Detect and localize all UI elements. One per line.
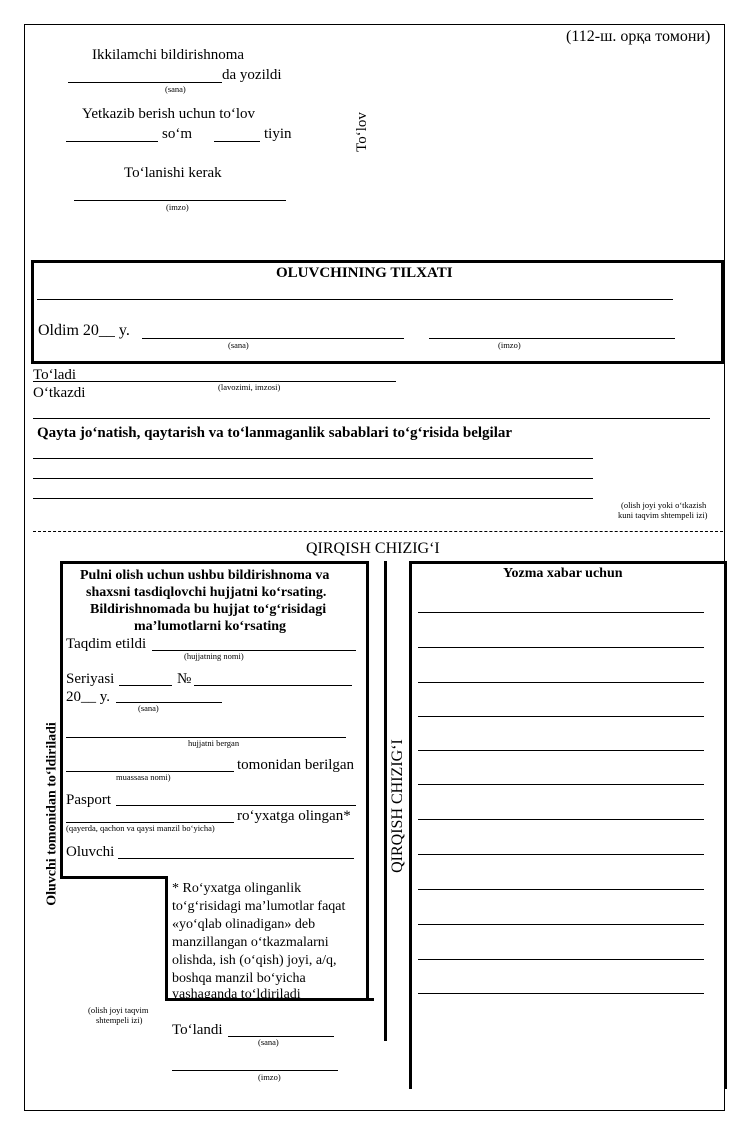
left-border-step — [165, 876, 168, 1001]
notes-title: Qayta jo‘natish, qaytarish va to‘lanmaganlik sabablari to‘g‘risida belgilar — [37, 425, 513, 441]
notes-stamp-hint-2: kuni taqvim shtempeli izi) — [618, 510, 708, 520]
receipt-signature-line[interactable] — [429, 338, 675, 339]
delivery-fee: Yetkazib berish uchun to‘lov — [82, 106, 256, 122]
paid-out-signature-hint: (imzo) — [258, 1072, 281, 1082]
transferred-label: O‘tkazdi — [33, 385, 86, 401]
footnote-1: * Ro‘yxatga olinganlik — [172, 881, 302, 896]
registered-label: ro‘yxatga olingan* — [237, 808, 351, 824]
payment-vertical-label: To‘lov — [354, 112, 370, 152]
recipient-label: Oluvchi — [66, 844, 115, 860]
written-on: da yozildi — [222, 67, 282, 83]
receipt-line[interactable] — [37, 299, 673, 300]
left-border-top — [60, 561, 369, 564]
section-divider — [33, 418, 710, 419]
receipt-date-line[interactable] — [142, 338, 404, 339]
left-border-bottom — [60, 876, 168, 879]
cut-line-label: QIRQISH CHIZIG‘I — [306, 540, 440, 557]
notes-line-3[interactable] — [33, 498, 593, 499]
footnote-2: to‘g‘risidagi ma’lumotlar faqat — [172, 899, 346, 914]
message-line[interactable] — [418, 750, 704, 751]
message-line[interactable] — [418, 682, 704, 683]
passport-label: Pasport — [66, 792, 111, 808]
notes-line-1[interactable] — [33, 458, 593, 459]
message-line[interactable] — [418, 819, 704, 820]
issued-by-label: tomonidan berilgan — [237, 757, 355, 773]
notes-line-2[interactable] — [33, 478, 593, 479]
series-label: Seriyasi — [66, 671, 115, 687]
signature-hint: (imzo) — [166, 202, 189, 212]
must-pay: To‘lanishi kerak — [124, 165, 222, 181]
tiyin-label: tiyin — [264, 126, 292, 142]
signature-line[interactable] — [74, 200, 286, 201]
paid-line[interactable] — [33, 381, 396, 382]
presented-label: Taqdim etildi — [66, 636, 147, 652]
footnote-3: «yo‘qlab olinadigan» deb — [172, 917, 316, 932]
position-hint: (lavozimi, imzosi) — [218, 382, 281, 392]
message-line[interactable] — [418, 647, 704, 648]
paid-out-line[interactable] — [228, 1036, 334, 1037]
notes-stamp-hint-1: (olish joyi yoki o‘tkazish — [621, 500, 707, 510]
year-line[interactable] — [116, 702, 222, 703]
footnote-5: olishda, ish (o‘qish) joyi, a/q, — [172, 953, 337, 968]
left-stamp-hint-1: (olish joyi taqvim — [88, 1005, 149, 1015]
number-label: № — [177, 671, 192, 687]
som-label: so‘m — [162, 126, 192, 142]
message-line[interactable] — [418, 612, 704, 613]
paid-out-signature-line[interactable] — [172, 1070, 338, 1071]
left-border-right — [366, 561, 369, 1001]
instruction-2: shaxsni tasdiqlovchi hujjatni ko‘rsating. — [86, 585, 327, 600]
cut-vertical-line — [384, 561, 387, 1041]
cut-vertical-label: QIRQISH CHIZIG‘I — [389, 739, 406, 873]
received-label: Oldim 20__ y. — [38, 322, 130, 339]
message-line[interactable] — [418, 854, 704, 855]
instruction-3: Bildirishnomada bu hujjat to‘g‘risidagi — [90, 602, 327, 617]
where-hint: (qayerda, qachon va qaysi manzil bo‘yicha) — [66, 823, 215, 833]
message-line[interactable] — [418, 889, 704, 890]
receipt-title: OLUVCHINING TILXATI — [276, 265, 453, 281]
footnote-6: boshqa manzil bo‘yicha — [172, 971, 306, 986]
date-hint: (sana) — [165, 84, 186, 94]
instruction-4: ma’lumotlarni ko‘rsating — [134, 619, 287, 634]
left-date-hint: (sana) — [138, 703, 159, 713]
doc-issued-hint: hujjatni bergan — [188, 738, 240, 748]
instruction-1: Pulni olish uchun ushbu bildirishnoma va — [80, 568, 330, 583]
message-line[interactable] — [418, 784, 704, 785]
doc-name-hint: (hujjatning nomi) — [184, 651, 244, 661]
message-line[interactable] — [418, 924, 704, 925]
left-stamp-hint-2: shtempeli izi) — [96, 1015, 143, 1025]
passport-line[interactable] — [116, 805, 356, 806]
message-line[interactable] — [418, 993, 704, 994]
cut-dashed-line — [33, 531, 723, 532]
right-title: Yozma xabar uchun — [503, 566, 623, 581]
paid-out-date-hint: (sana) — [258, 1037, 279, 1047]
number-line[interactable] — [194, 685, 352, 686]
receipt-date-hint: (sana) — [228, 340, 249, 350]
presented-line[interactable] — [152, 650, 356, 651]
tiyin-line[interactable] — [214, 141, 260, 142]
institution-hint: muassasa nomi) — [116, 772, 171, 782]
right-border-right — [724, 561, 727, 1089]
right-border-left — [409, 561, 412, 1089]
series-line[interactable] — [119, 685, 172, 686]
som-line[interactable] — [66, 141, 158, 142]
message-line[interactable] — [418, 716, 704, 717]
year-label: 20__ y. — [66, 689, 111, 705]
footnote-4: manzillangan o‘tkazmalarni — [172, 935, 329, 950]
secondary-notice: Ikkilamchi bildirishnoma — [92, 47, 245, 63]
message-line[interactable] — [418, 959, 704, 960]
right-border-top — [409, 561, 727, 564]
recipient-line[interactable] — [118, 858, 354, 859]
receipt-signature-hint: (imzo) — [498, 340, 521, 350]
date-line[interactable] — [68, 82, 222, 83]
left-vertical-label: Oluvchi tomonidan to‘ldiriladi — [44, 722, 60, 906]
form-note: (112-ш. орқа томони) — [566, 28, 711, 45]
footnote-7: yashaganda to‘ldiriladi — [172, 987, 301, 1002]
paid-label: To‘ladi — [33, 367, 77, 383]
paid-out-label: To‘landi — [172, 1022, 223, 1038]
